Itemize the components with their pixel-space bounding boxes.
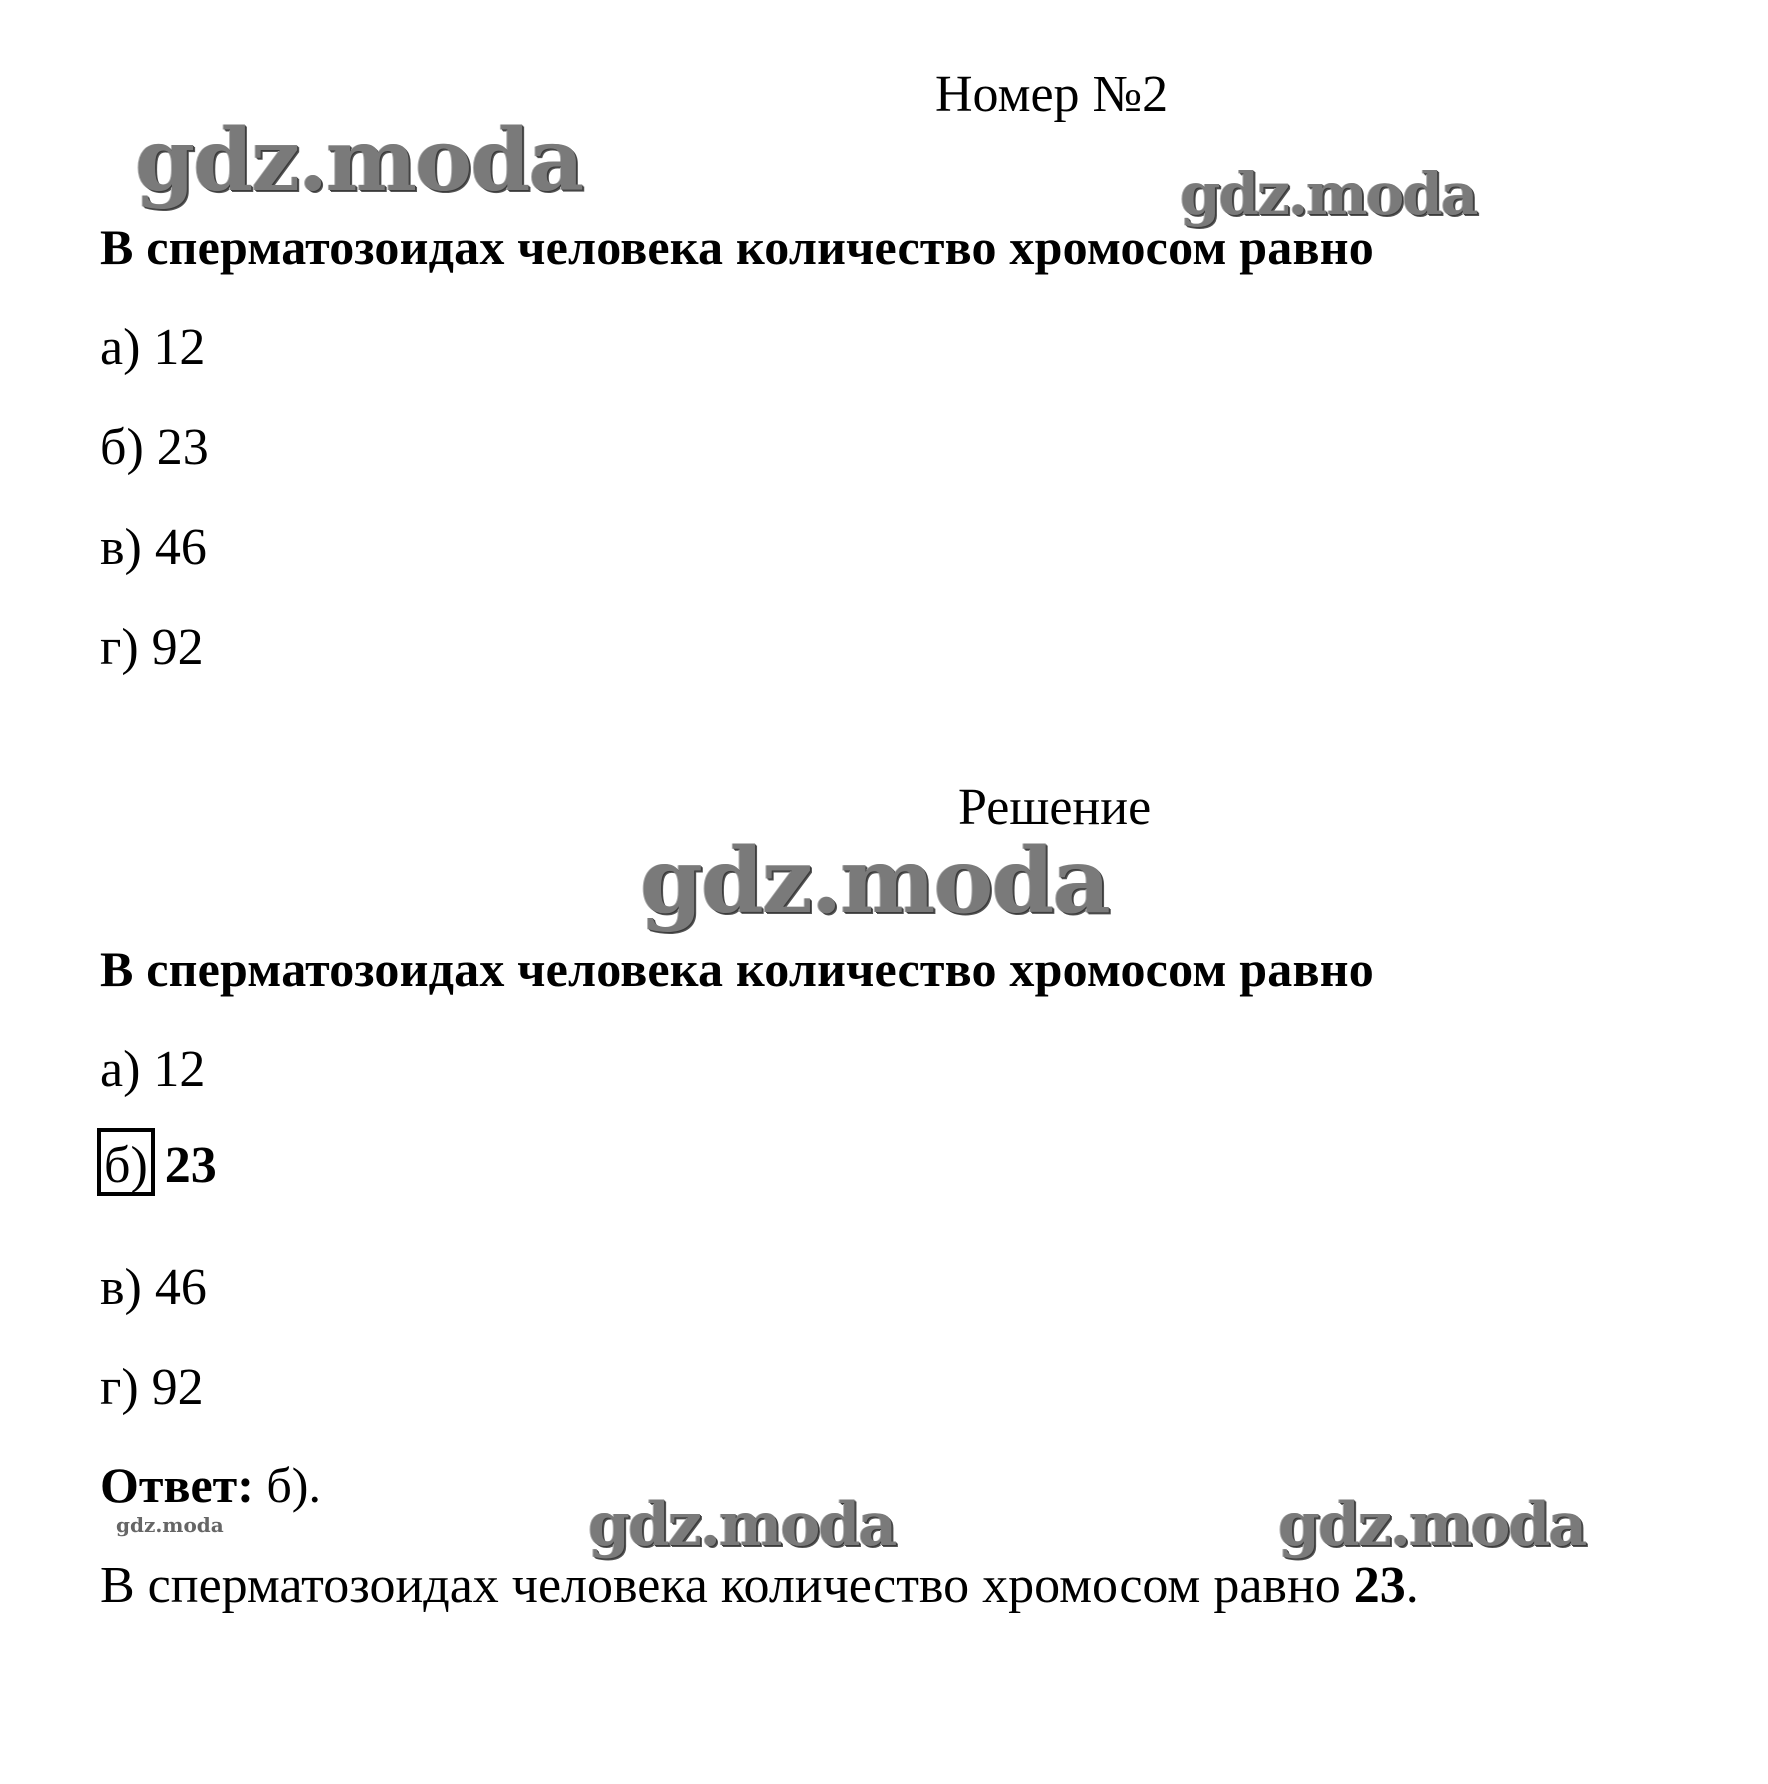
option-letter: а) — [100, 1041, 141, 1098]
task-option-g — [100, 618, 204, 677]
option-value: 23 — [156, 419, 209, 476]
conclusion-text: В сперматозоидах человека количество хромосом равно — [100, 1557, 1354, 1614]
solution-option-a — [100, 1040, 205, 1099]
solution-question: В сперматозоидах человека количество хромосом равно — [100, 941, 1374, 997]
selected-answer-box: б) — [97, 1128, 155, 1196]
conclusion-number: 23 — [1353, 1557, 1406, 1614]
watermark-logo: gdz.moda — [1278, 1490, 1586, 1560]
watermark-logo: gdz.moda — [1180, 160, 1477, 228]
watermark-logo: gdz.moda — [640, 828, 1109, 934]
answer-label: Ответ: — [100, 1457, 254, 1513]
option-letter: а) — [100, 319, 141, 376]
solution-option-g — [100, 1358, 204, 1417]
option-value: 12 — [153, 1041, 206, 1098]
watermark-logo: gdz.moda — [588, 1490, 896, 1560]
option-value: 12 — [153, 319, 206, 376]
task-option-v — [100, 518, 207, 577]
task-question: В сперматозоидах человека количество хромосом равно — [100, 219, 1374, 275]
option-value: 23 — [164, 1137, 217, 1194]
watermark-logo: gdz.moda — [135, 110, 583, 211]
option-letter: г) — [100, 619, 139, 676]
option-value: 46 — [154, 1259, 207, 1316]
task-option-a — [100, 318, 205, 377]
option-letter: в) — [100, 1259, 142, 1316]
option-letter: г) — [100, 1359, 139, 1416]
conclusion-line — [100, 1556, 1419, 1615]
option-value: 46 — [154, 519, 207, 576]
conclusion-end: . — [1405, 1557, 1419, 1614]
option-value: 92 — [151, 1359, 204, 1416]
option-letter: б) — [100, 419, 144, 476]
option-value: 92 — [151, 619, 204, 676]
answer-value: б). — [253, 1457, 321, 1513]
task-title: Номер №2 — [935, 66, 1169, 123]
solution-option-v — [100, 1258, 207, 1317]
answer-line — [100, 1456, 321, 1514]
task-option-b — [100, 418, 209, 477]
option-letter: в) — [100, 519, 142, 576]
solution-title: Решение — [958, 779, 1152, 836]
watermark-small: gdz.moda — [116, 1513, 224, 1537]
solution-option-b-selected — [97, 1128, 217, 1196]
